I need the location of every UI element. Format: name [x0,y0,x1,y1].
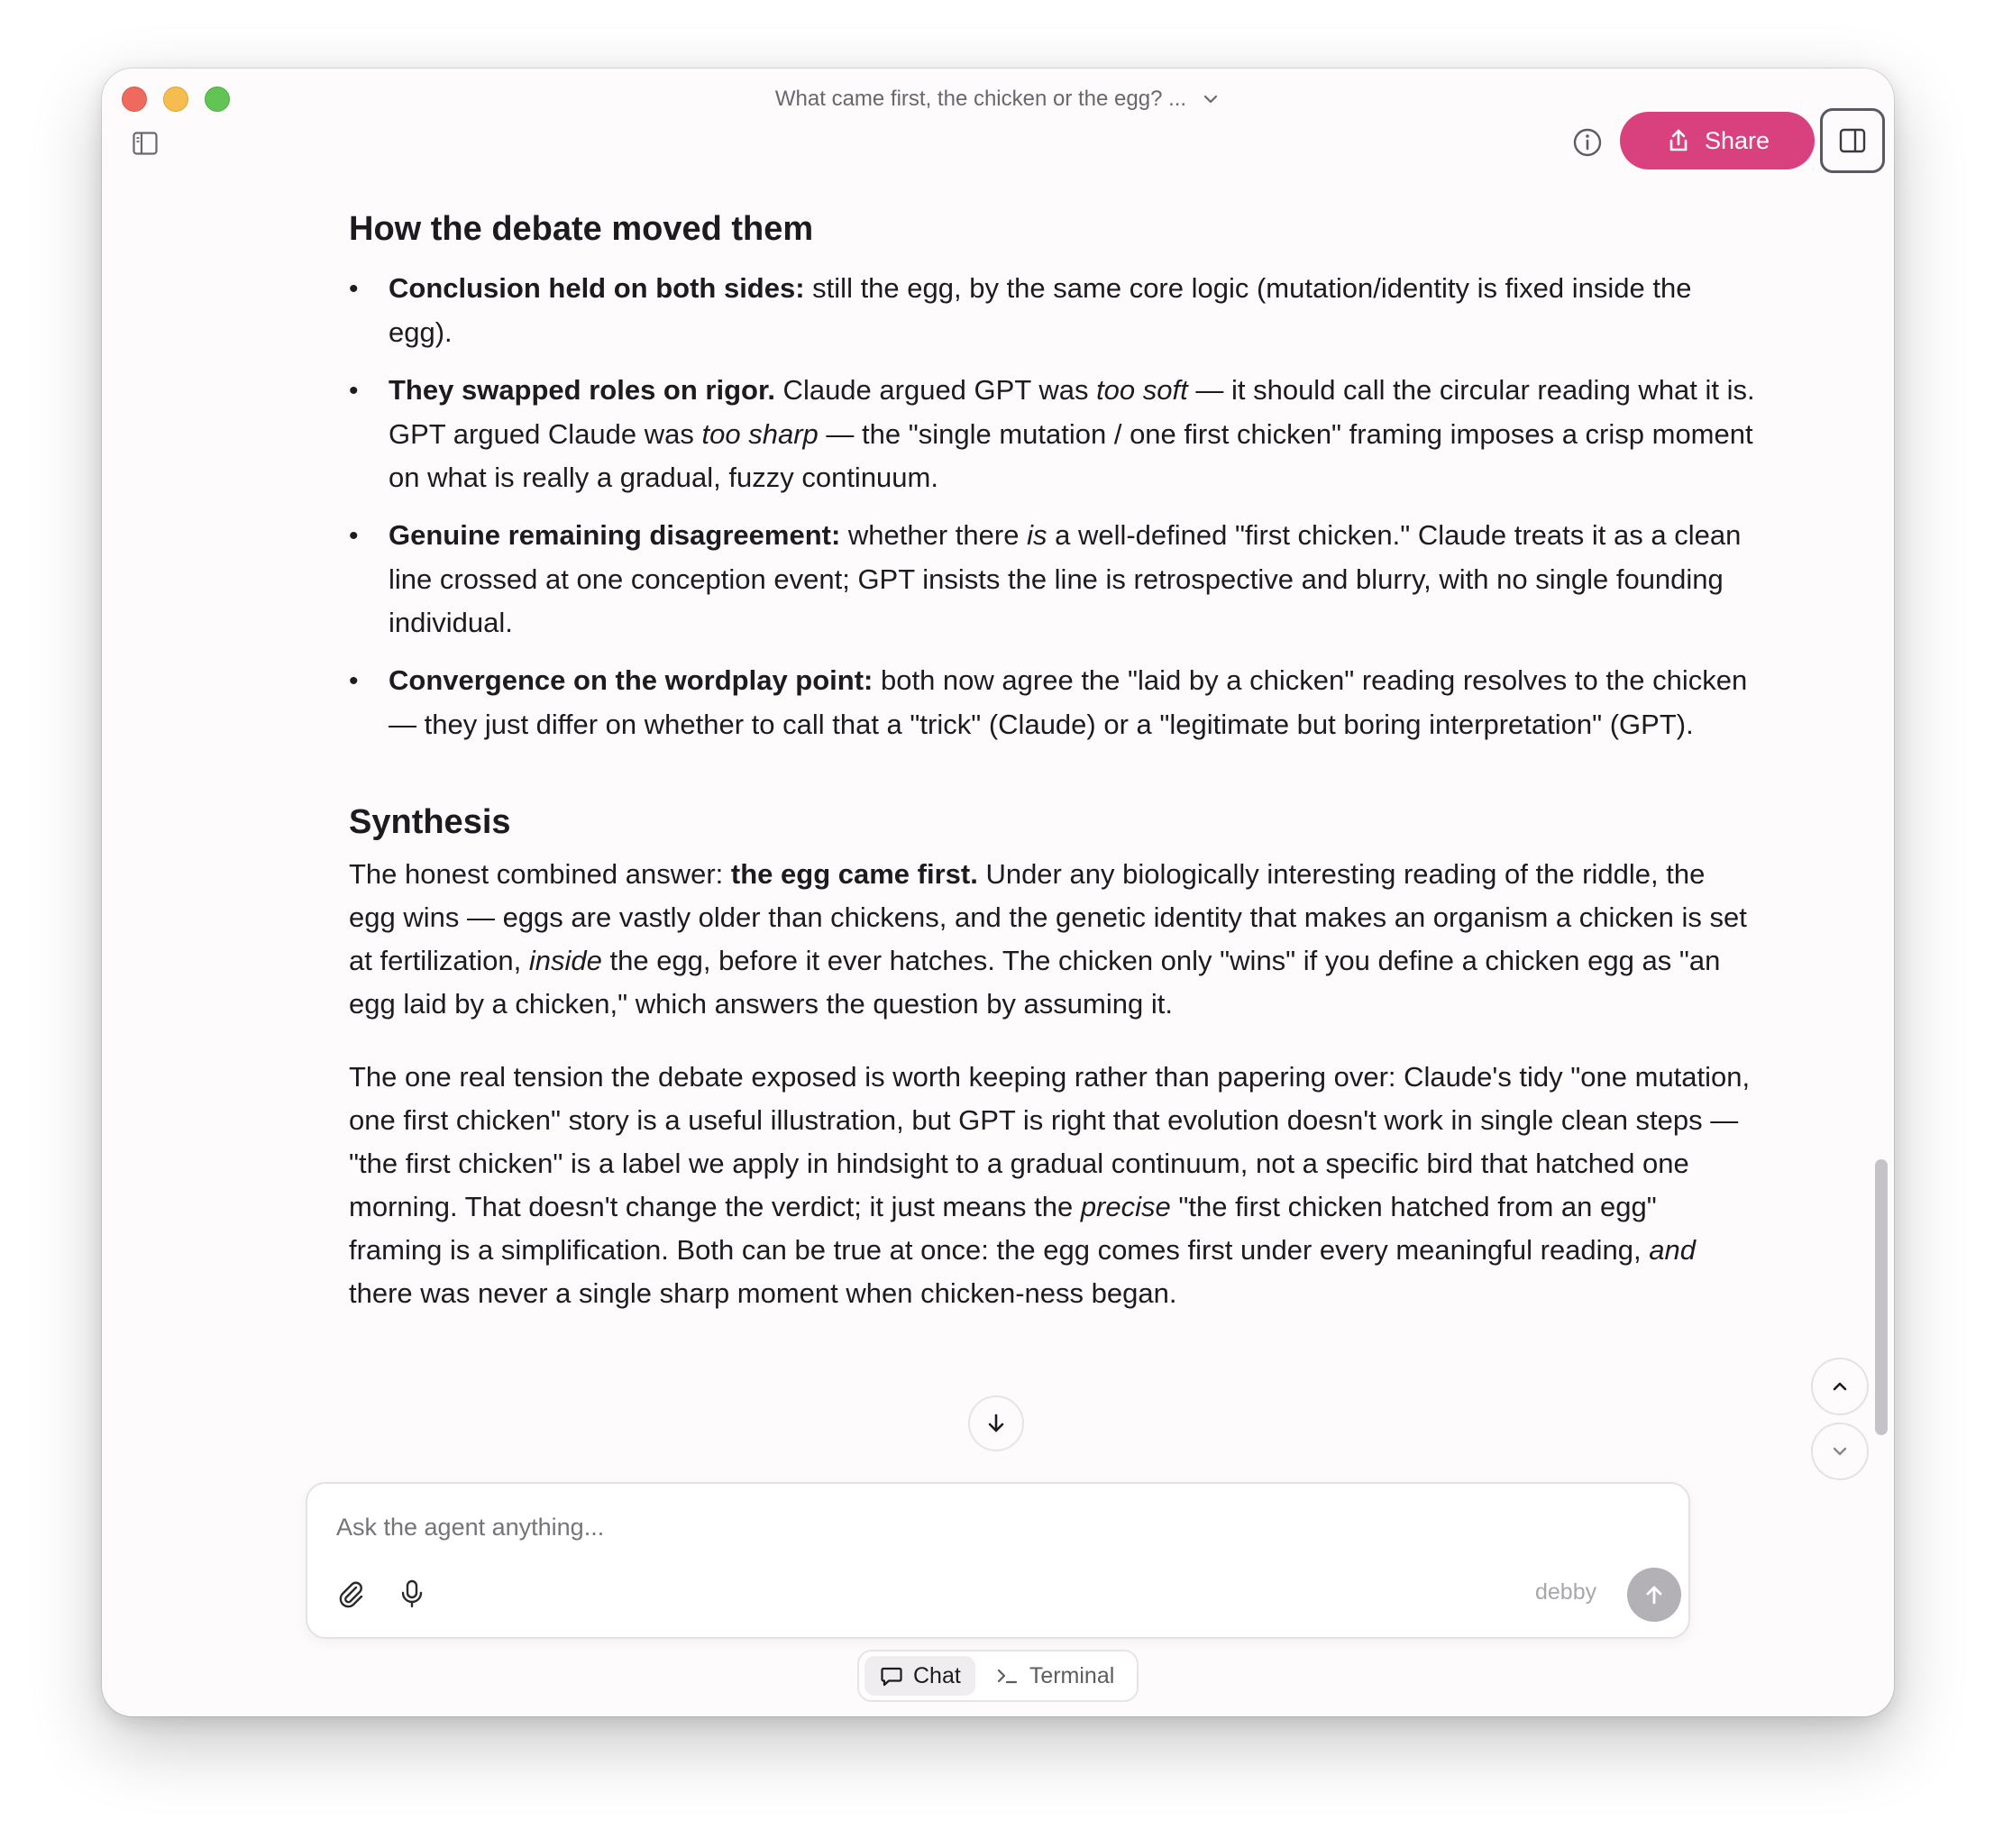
share-button[interactable] [1620,112,1815,169]
share-label: Share [1704,126,1770,154]
chevron-up-icon [1828,1375,1852,1398]
bullet-lead: They swapped roles on rigor. [389,374,775,406]
send-button[interactable] [1627,1568,1681,1622]
bullet-lead: Genuine remaining disagreement: [389,519,841,551]
message-content [349,204,1755,1345]
chevron-down-icon[interactable] [1201,89,1221,109]
scroll-next-button[interactable] [1811,1423,1869,1480]
window-title-bar[interactable] [102,87,1894,112]
mode-switcher [857,1650,1139,1702]
para-text: Under any biologically interesting reading of the riddle, the egg wins — eggs are vastly older than chickens, and the genetic identity that makes an organism a chicken is set at fertilization, [349,858,1747,976]
arrow-down-icon [983,1411,1009,1436]
bullet-lead: Convergence on the wordplay point: [389,664,874,696]
bullet-text: — the "single mutation / one first chicken" framing imposes a crisp moment on what is really a gradual, fuzzy continuum. [389,418,1753,493]
section-heading-debate: How the debate moved them [349,210,814,248]
sidebar-toggle-icon[interactable] [132,130,159,157]
list-item [349,267,1755,354]
tab-chat[interactable] [864,1656,975,1696]
para-text: The honest combined answer: [349,858,731,890]
para-emphasis: and [1649,1234,1696,1266]
message-input[interactable] [336,1507,1508,1547]
bullet-emphasis: too soft [1096,374,1188,406]
panel-right-icon [1838,126,1867,155]
chevron-down-icon [1828,1440,1852,1463]
bullet-emphasis: too sharp [701,418,819,450]
bullet-marker [349,369,389,413]
bullet-lead: Conclusion held on both sides: [389,272,805,304]
right-panel-toggle-button[interactable] [1820,108,1885,173]
bullet-text: still the egg, by the same core logic (mutation/identity is fixed inside the egg). [389,272,1692,348]
tab-terminal[interactable] [981,1656,1129,1696]
tab-terminal-label: Terminal [1029,1662,1115,1688]
terminal-icon [995,1663,1020,1688]
bullet-text: a well-defined "first chicken." Claude treats it as a clean line crossed at one conception event; GPT insists the line is retrospective and blurry, with no single founding individual. [389,519,1742,638]
share-icon [1665,127,1692,154]
microphone-icon[interactable] [396,1578,428,1610]
bullet-text: whether there [840,519,1028,551]
bullet-emphasis: is [1027,519,1047,551]
para-text: there was never a single sharp moment when chicken-ness began. [349,1277,1177,1309]
paperclip-icon[interactable] [334,1578,367,1610]
info-icon[interactable] [1569,124,1605,160]
para-emphasis: precise [1080,1191,1171,1222]
scrollbar-thumb[interactable] [1875,1159,1888,1435]
bullet-marker [349,267,389,311]
bullet-marker [349,659,389,703]
para-bold: the egg came first. [730,858,978,890]
para-emphasis: inside [528,945,602,976]
scroll-previous-button[interactable] [1811,1358,1869,1415]
conversation-title: What came first, the chicken or the egg? ... [774,87,1187,111]
scroll-to-bottom-button[interactable] [968,1395,1024,1451]
app-window [102,69,1894,1716]
debate-bullet-list [349,267,1755,746]
message-composer [306,1482,1690,1639]
bullet-text: Claude argued GPT was [774,374,1097,406]
list-item [349,514,1755,645]
para-text: the egg, before it ever hatches. The chicken only "wins" if you define a chicken egg as "an egg laid by a chicken," which answers the question by assuming it. [349,945,1721,1020]
synthesis-paragraph-1 [349,853,1755,1026]
bullet-text: both now agree the "laid by a chicken" reading resolves to the chicken — they just differ on whether to call that a "trick" (Claude) or a "legitimate but boring interpretation" (GPT). [389,664,1748,740]
para-text: The one real tension the debate exposed is worth keeping rather than papering over: Claude's tidy "one mutation, one first chicken" story is a useful illustration, but GPT is right that evolution doesn't work in single clean steps — "the first chicken" is a label we apply in hindsight to a gradual continuum, not a specific bird that hatched one morning. That doesn't change the verdict; it just means the [349,1061,1751,1222]
synthesis-paragraph-2 [349,1056,1755,1315]
para-text: "the first chicken hatched from an egg" framing is a simplification. Both can be true at once: the egg comes first under every meaningful reading, [349,1191,1657,1266]
list-item [349,369,1755,499]
chat-bubble-icon [879,1663,904,1688]
section-heading-synthesis: Synthesis [349,803,511,841]
bullet-marker [349,514,389,558]
bullet-text: — it should call the circular reading what it is. GPT argued Claude was [389,374,1755,450]
agent-model-label: debby [1535,1579,1597,1605]
tab-chat-label: Chat [913,1662,961,1688]
arrow-up-icon [1642,1582,1667,1607]
list-item [349,659,1755,746]
